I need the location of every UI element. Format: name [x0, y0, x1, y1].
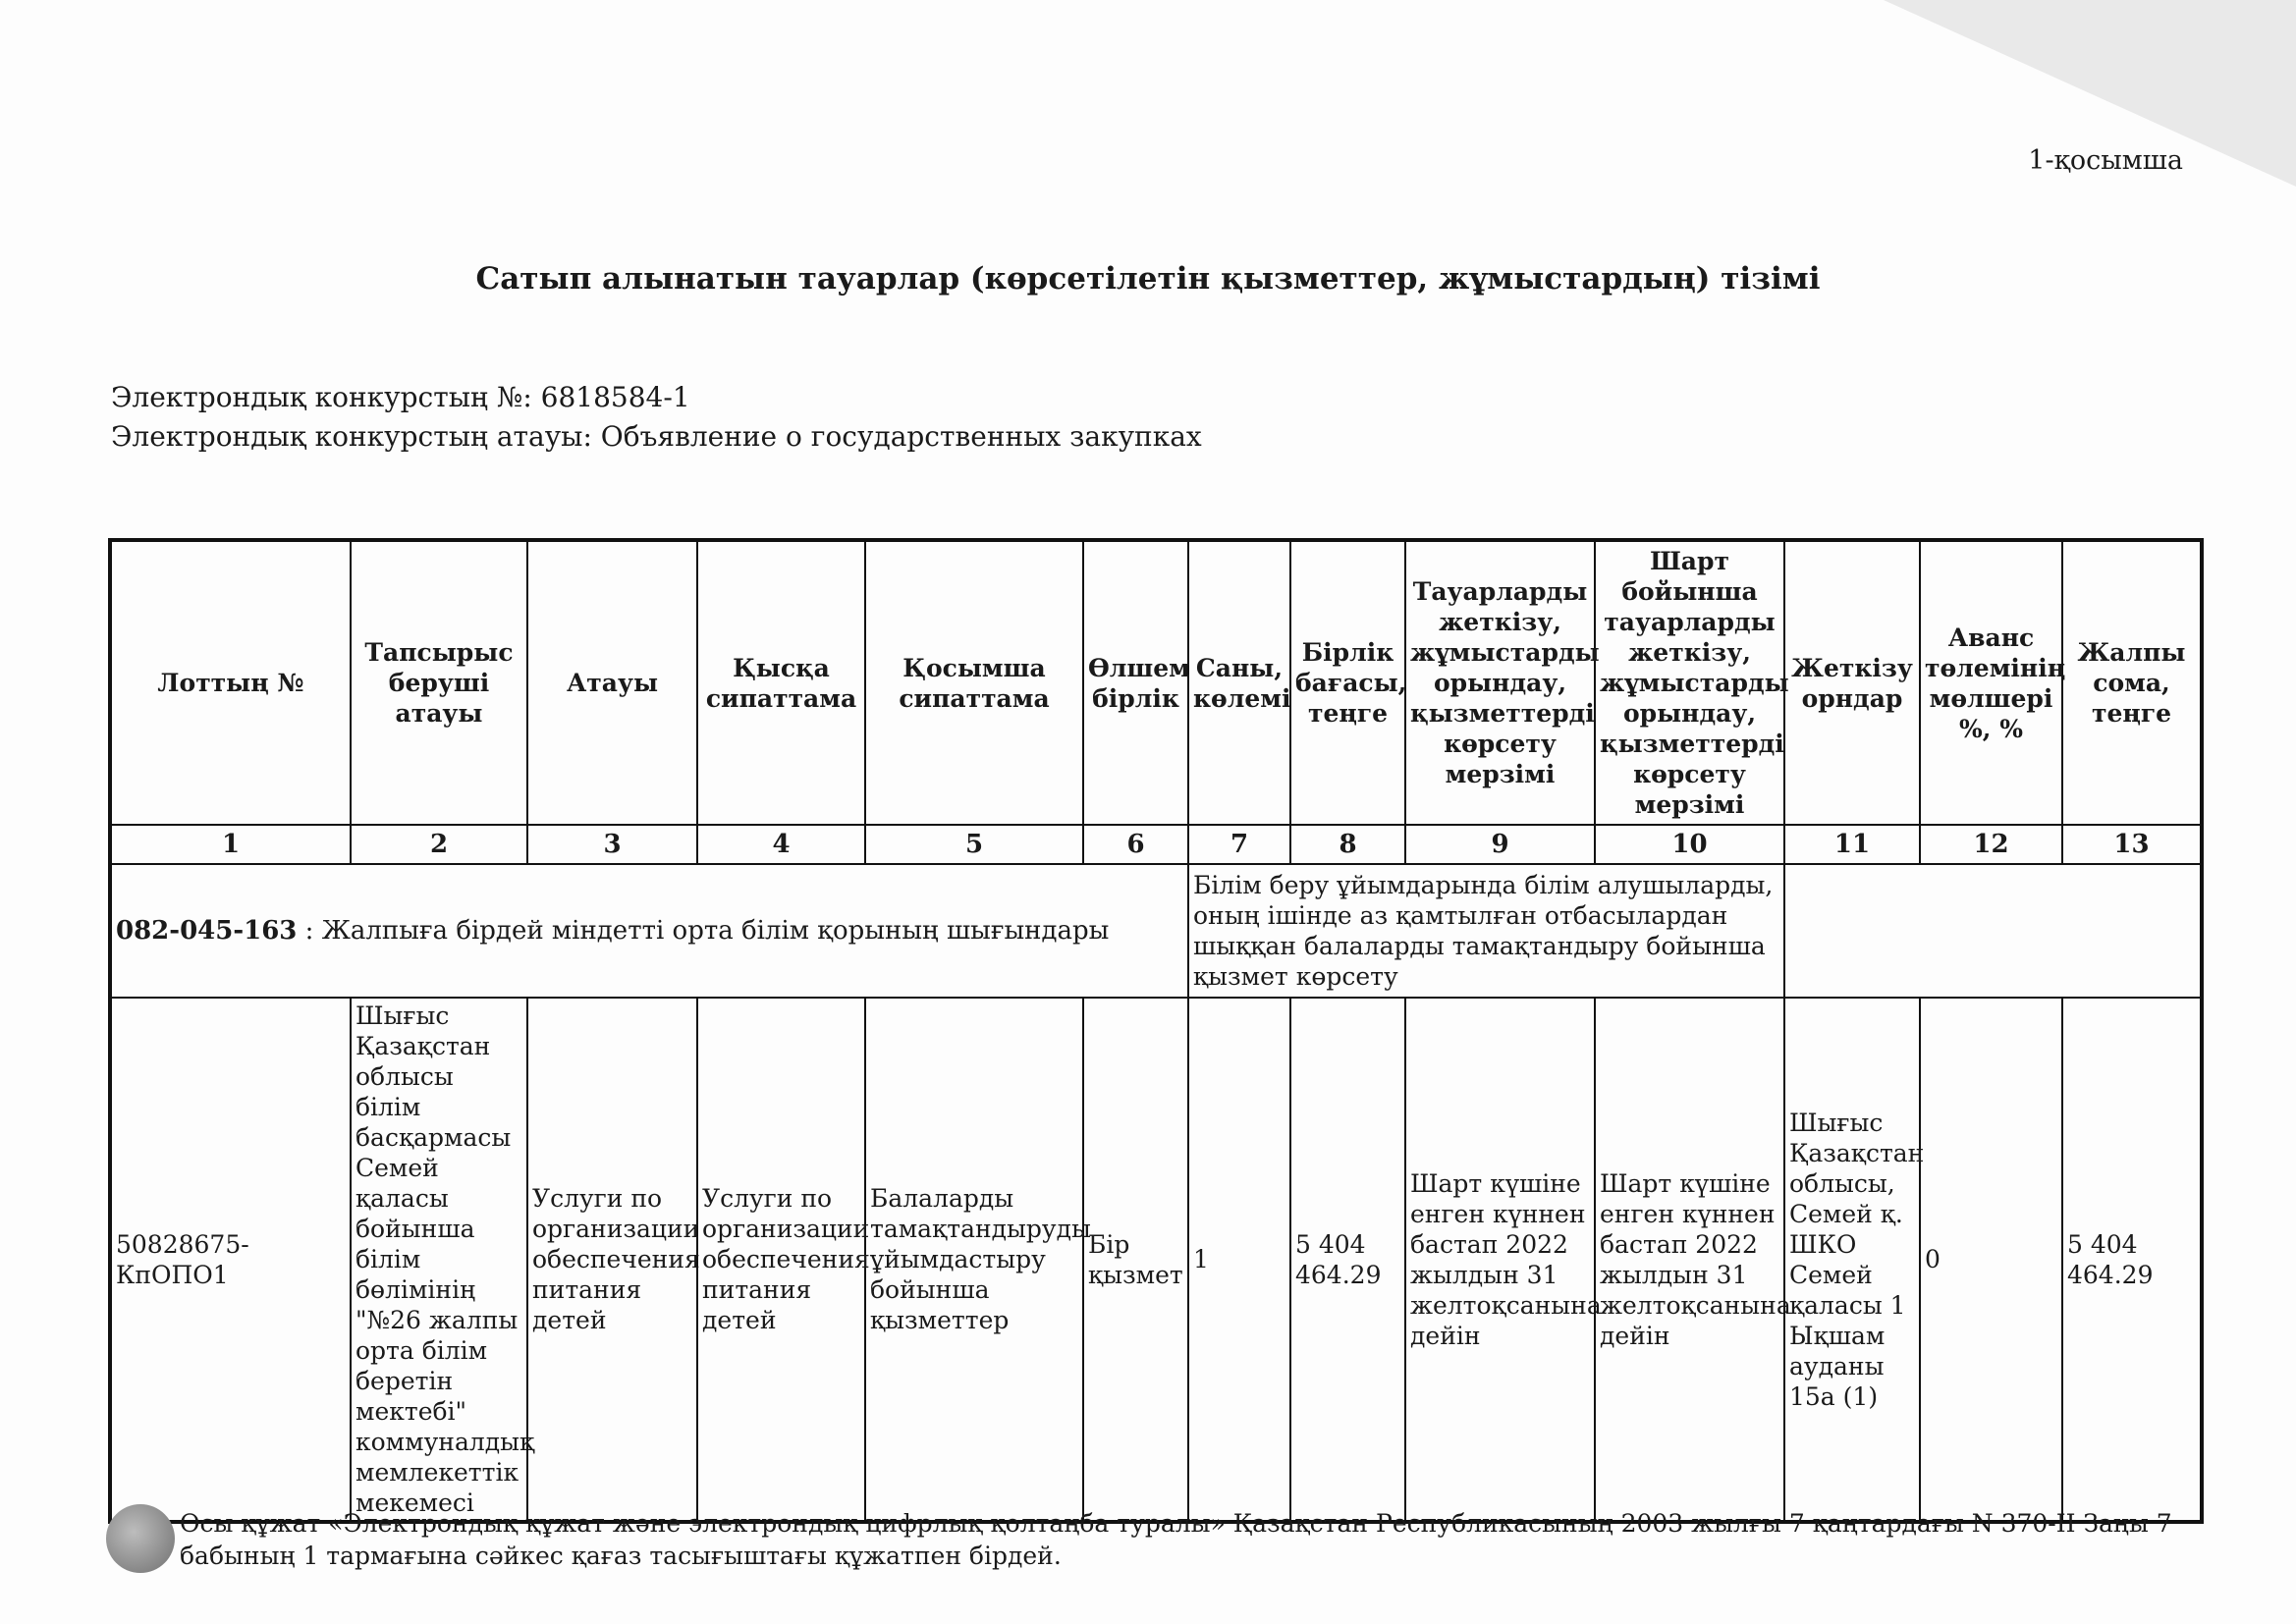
column-number: 10	[1595, 825, 1784, 864]
column-number-row	[110, 825, 2202, 864]
extra-description-cell: Балаларды тамақтандыруды ұйымдастыру бойынша қызметтер	[865, 998, 1083, 1522]
header-cell: Қосымша сипаттама	[865, 540, 1083, 825]
contest-number: Электрондық конкурстың №: 6818584-1	[111, 381, 690, 413]
column-number: 4	[697, 825, 865, 864]
table-row	[110, 998, 2202, 1522]
header-cell: Тапсырыс беруші атауы	[351, 540, 527, 825]
column-number: 8	[1290, 825, 1405, 864]
group-code: 082-045-163	[116, 915, 298, 946]
header-cell: Қысқа сипаттама	[697, 540, 865, 825]
header-cell: Жалпы сома, теңге	[2062, 540, 2202, 825]
name-cell: Услуги по организации обеспечения питания детей	[527, 998, 697, 1522]
header-cell: Аванс төлемінің мөлшері %, %	[1920, 540, 2062, 825]
delivery-place-cell: Шығыс Қазақстан облысы, Семей қ. ШКО Семей қаласы 1 Ықшам ауданы 15а (1)	[1784, 998, 1920, 1522]
quantity-cell: 1	[1188, 998, 1290, 1522]
column-number: 5	[865, 825, 1083, 864]
group-title-cell	[110, 864, 1188, 998]
column-number: 13	[2062, 825, 2202, 864]
header-cell: Лоттың №	[110, 540, 351, 825]
customer-cell: Шығыс Қазақстан облысы білім басқармасы Семей қаласы бойынша білім бөлімінің "№26 жалпы орта білім беретін мектебі" коммуналдық мемлекеттік мекемесі	[351, 998, 527, 1522]
document-title: Сатып алынатын тауарлар (көрсетілетін қызметтер, жұмыстардың) тізімі	[475, 261, 1821, 297]
column-number: 7	[1188, 825, 1290, 864]
advance-percent-cell: 0	[1920, 998, 2062, 1522]
header-cell: Шарт бойынша тауарларды жеткізу, жұмыстарды орындау, қызметтерді көрсету мерзімі	[1595, 540, 1784, 825]
goods-table	[108, 538, 2204, 1524]
footer-note: Осы құжат «Электрондық құжат және электрондық цифрлық қолтаңба туралы» Қазақстан Республикасының 2003 жылғы 7 қаңтардағы N 370-II Заңы 7 бабының 1 тармағына сәйкес қағаз тасығыштағы құжатпен бірдей.	[180, 1509, 2172, 1570]
column-number: 11	[1784, 825, 1920, 864]
short-description-cell: Услуги по организации обеспечения питания детей	[697, 998, 865, 1522]
header-cell: Атауы	[527, 540, 697, 825]
column-number: 9	[1405, 825, 1595, 864]
contract-term-cell: Шарт күшіне енген күннен бастап 2022 жылдын 31 желтоқсанына дейін	[1595, 998, 1784, 1522]
delivery-term-cell: Шарт күшіне енген күннен бастап 2022 жылдын 31 желтоқсанына дейін	[1405, 998, 1595, 1522]
header-cell: Жеткізу орндар	[1784, 540, 1920, 825]
appendix-label: 1-қосымша	[2028, 145, 2183, 176]
group-row	[110, 864, 2202, 998]
column-number: 12	[1920, 825, 2062, 864]
header-row	[110, 540, 2202, 825]
column-number: 2	[351, 825, 527, 864]
group-name: : Жалпыға бірдей міндетті орта білім қорының шығындары	[297, 915, 1110, 946]
contest-name: Электрондық конкурстың атауы: Объявление о государственных закупках	[111, 420, 1202, 453]
header-cell: Бірлік бағасы, теңге	[1290, 540, 1405, 825]
group-empty-cell	[1784, 864, 2202, 998]
group-description: Білім беру ұйымдарында білім алушыларды, оның ішінде аз қамтылған отбасылардан шыққан балаларды тамақтандыру бойынша қызмет көрсету	[1188, 864, 1784, 998]
column-number: 6	[1083, 825, 1188, 864]
unit-cell: Бір қызмет	[1083, 998, 1188, 1522]
lot-number-cell: 50828675-КпОПО1	[110, 998, 351, 1522]
total-amount-cell: 5 404 464.29	[2062, 998, 2202, 1522]
seal-icon	[106, 1504, 175, 1573]
column-number: 3	[527, 825, 697, 864]
unit-price-cell: 5 404 464.29	[1290, 998, 1405, 1522]
column-number: 1	[110, 825, 351, 864]
header-cell: Тауарларды жеткізу, жұмыстарды орындау, қызметтерді көрсету мерзімі	[1405, 540, 1595, 825]
header-cell: Өлшем бірлік	[1083, 540, 1188, 825]
header-cell: Саны, көлемі	[1188, 540, 1290, 825]
